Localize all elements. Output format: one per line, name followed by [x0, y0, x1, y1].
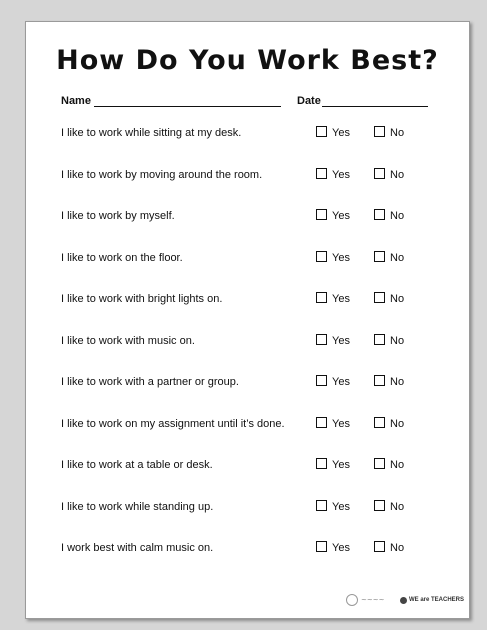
- statement-text: I like to work on my assignment until it’s done.: [61, 417, 285, 430]
- statement-row: [61, 169, 441, 185]
- statement-row: [61, 210, 441, 226]
- we-are-teachers-logo: [400, 594, 464, 606]
- we-are-teachers-icon: [400, 597, 407, 604]
- yes-checkbox[interactable]: [316, 541, 327, 552]
- statement-text: I like to work on the floor.: [61, 251, 183, 264]
- name-blank-line[interactable]: [94, 95, 281, 107]
- no-checkbox[interactable]: [374, 168, 385, 179]
- yes-label: Yes: [332, 542, 350, 554]
- no-option[interactable]: [374, 458, 404, 471]
- no-label: No: [390, 127, 405, 139]
- no-checkbox[interactable]: [374, 126, 385, 137]
- yes-option[interactable]: [316, 458, 350, 471]
- no-label: No: [390, 251, 405, 264]
- yes-option[interactable]: [316, 541, 350, 554]
- date-label: Date: [297, 95, 321, 107]
- no-label: No: [390, 210, 405, 222]
- yes-checkbox[interactable]: [316, 458, 327, 469]
- yes-checkbox[interactable]: [316, 168, 327, 179]
- no-option[interactable]: [374, 251, 404, 264]
- yes-option[interactable]: [316, 251, 350, 264]
- no-label: No: [390, 542, 405, 554]
- statement-text: I work best with calm music on.: [61, 542, 214, 554]
- no-option[interactable]: [374, 292, 404, 305]
- yes-option[interactable]: [316, 292, 350, 305]
- yes-checkbox[interactable]: [316, 375, 327, 386]
- statement-text: I like to work with bright lights on.: [61, 293, 223, 305]
- statement-text: I like to work by myself.: [61, 210, 175, 222]
- no-option[interactable]: [374, 168, 404, 181]
- yes-label: Yes: [332, 293, 350, 305]
- no-checkbox[interactable]: [374, 375, 385, 386]
- no-checkbox[interactable]: [374, 251, 385, 262]
- no-label: No: [390, 500, 405, 513]
- yes-checkbox[interactable]: [316, 292, 327, 303]
- no-checkbox[interactable]: [374, 209, 385, 220]
- yes-label: Yes: [332, 459, 350, 471]
- yes-checkbox[interactable]: [316, 334, 327, 345]
- statement-text: I like to work at a table or desk.: [61, 459, 213, 471]
- no-checkbox[interactable]: [374, 500, 385, 511]
- worksheet-page: [25, 21, 470, 619]
- yes-option[interactable]: [316, 334, 350, 347]
- statement-text: I like to work with a partner or group.: [61, 376, 239, 388]
- yes-checkbox[interactable]: [316, 500, 327, 511]
- statement-row: [61, 252, 441, 268]
- statement-text: I like to work by moving around the room.: [61, 168, 263, 181]
- yes-checkbox[interactable]: [316, 209, 327, 220]
- yes-option[interactable]: [316, 375, 350, 388]
- name-label: Name: [61, 95, 91, 107]
- statement-row: [61, 501, 441, 517]
- name-field[interactable]: [61, 95, 281, 107]
- statement-row: [61, 335, 441, 351]
- statement-text: I like to work while standing up.: [61, 500, 214, 513]
- we-are-teachers-text: WE are TEACHERS: [409, 597, 465, 603]
- yes-checkbox[interactable]: [316, 126, 327, 137]
- yes-label: Yes: [332, 376, 350, 388]
- no-option[interactable]: [374, 209, 404, 222]
- date-field[interactable]: [297, 95, 428, 107]
- yes-option[interactable]: [316, 209, 350, 222]
- no-option[interactable]: [374, 334, 404, 347]
- yes-option[interactable]: [316, 168, 350, 181]
- statement-row: [61, 293, 441, 309]
- yes-label: Yes: [332, 417, 350, 430]
- publisher-logo: [346, 594, 384, 606]
- publisher-logo-scribble: ~~~~: [361, 596, 385, 604]
- yes-label: Yes: [332, 334, 350, 347]
- no-label: No: [390, 459, 405, 471]
- yes-label: Yes: [332, 500, 350, 513]
- statement-text: I like to work while sitting at my desk.: [61, 127, 242, 139]
- no-label: No: [390, 376, 405, 388]
- no-label: No: [390, 293, 405, 305]
- yes-option[interactable]: [316, 417, 350, 430]
- yes-option[interactable]: [316, 500, 350, 513]
- no-label: No: [390, 168, 405, 181]
- yes-label: Yes: [332, 127, 350, 139]
- no-checkbox[interactable]: [374, 334, 385, 345]
- no-option[interactable]: [374, 541, 404, 554]
- statement-row: [61, 418, 441, 434]
- yes-label: Yes: [332, 210, 350, 222]
- no-option[interactable]: [374, 126, 404, 139]
- worksheet-title: How Do You Work Best?: [56, 45, 439, 76]
- no-checkbox[interactable]: [374, 292, 385, 303]
- no-label: No: [390, 334, 405, 347]
- no-checkbox[interactable]: [374, 458, 385, 469]
- no-option[interactable]: [374, 500, 404, 513]
- yes-checkbox[interactable]: [316, 251, 327, 262]
- no-checkbox[interactable]: [374, 417, 385, 428]
- statement-text: I like to work with music on.: [61, 334, 195, 347]
- statement-row: [61, 459, 441, 475]
- no-label: No: [390, 417, 405, 430]
- statement-row: [61, 542, 441, 558]
- publisher-logo-icon: [346, 594, 358, 606]
- yes-label: Yes: [332, 251, 350, 264]
- no-checkbox[interactable]: [374, 541, 385, 552]
- statement-row: [61, 376, 441, 392]
- yes-label: Yes: [332, 168, 350, 181]
- date-blank-line[interactable]: [322, 95, 428, 107]
- yes-checkbox[interactable]: [316, 417, 327, 428]
- no-option[interactable]: [374, 417, 404, 430]
- no-option[interactable]: [374, 375, 404, 388]
- statement-row: [61, 127, 441, 143]
- yes-option[interactable]: [316, 126, 350, 139]
